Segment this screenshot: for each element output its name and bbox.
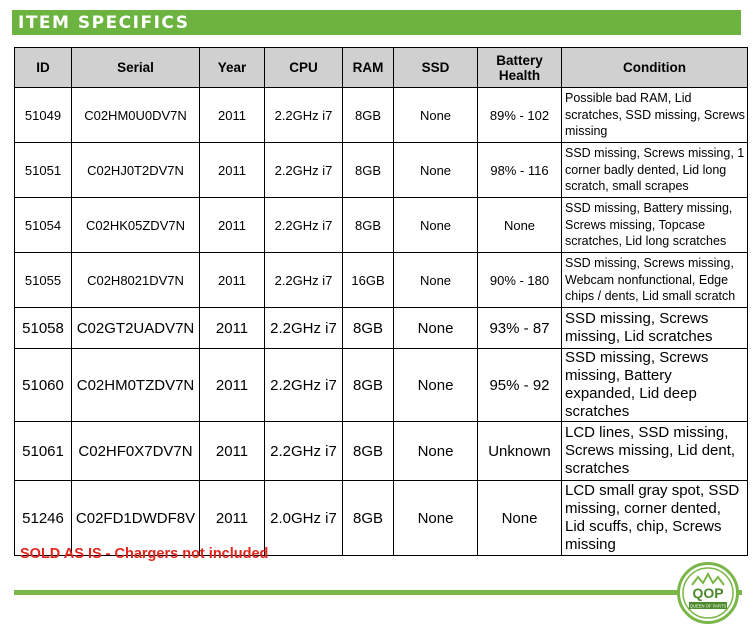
cell-serial: C02HK05ZDV7N [72,198,200,253]
column-header-cpu: CPU [265,48,343,88]
table-row [15,143,748,198]
svg-text:QUEEN OF PARTS: QUEEN OF PARTS [689,603,727,609]
cell-year: 2011 [200,198,265,253]
cell-cpu: 2.2GHz i7 [265,88,343,143]
cell-id: 51055 [15,253,72,308]
section-title: ITEM SPECIFICS [18,13,190,33]
cell-id: 51058 [15,308,72,349]
item-specifics-table [14,47,748,556]
cell-ram: 8GB [343,308,394,349]
cell-serial: C02GT2UADV7N [72,308,200,349]
cell-ssd: None [394,88,478,143]
cell-cpu: 2.2GHz i7 [265,422,343,481]
table-row [15,308,748,349]
cell-serial: C02HM0U0DV7N [72,88,200,143]
cell-condition: SSD missing, Screws missing, Webcam nonfunctional, Edge chips / dents, Lid small scratch [562,253,748,308]
cell-ram: 8GB [343,88,394,143]
cell-year: 2011 [200,308,265,349]
cell-battery-health: 89% - 102 [478,88,562,143]
cell-year: 2011 [200,88,265,143]
cell-serial: C02HJ0T2DV7N [72,143,200,198]
column-header-year: Year [200,48,265,88]
cell-ssd: None [394,143,478,198]
cell-battery-health: 95% - 92 [478,349,562,422]
cell-id: 51061 [15,422,72,481]
sold-as-is-note: SOLD AS IS - Chargers not included [20,546,269,562]
table-row [15,88,748,143]
cell-year: 2011 [200,253,265,308]
table-row [15,349,748,422]
cell-ssd: None [394,349,478,422]
cell-year: 2011 [200,143,265,198]
table-row [15,253,748,308]
cell-ssd: None [394,422,478,481]
cell-ram: 8GB [343,481,394,556]
table-row [15,422,748,481]
cell-condition: SSD missing, Screws missing, 1 corner badly dented, Lid long scratch, small scrapes [562,143,748,198]
cell-ssd: None [394,308,478,349]
cell-ram: 8GB [343,143,394,198]
cell-battery-health: Unknown [478,422,562,481]
queen-of-parts-logo [677,562,739,624]
cell-battery-health: None [478,198,562,253]
column-header-battery-health: Battery Health [478,48,562,88]
cell-condition: SSD missing, Screws missing, Lid scratches [562,308,748,349]
table-header-row [15,48,748,88]
cell-ram: 8GB [343,422,394,481]
footer-divider [14,590,742,595]
cell-serial: C02H8021DV7N [72,253,200,308]
cell-cpu: 2.2GHz i7 [265,308,343,349]
cell-cpu: 2.2GHz i7 [265,198,343,253]
cell-ssd: None [394,253,478,308]
cell-cpu: 2.2GHz i7 [265,253,343,308]
cell-cpu: 2.0GHz i7 [265,481,343,556]
column-header-serial: Serial [72,48,200,88]
cell-battery-health: 90% - 180 [478,253,562,308]
table-row [15,198,748,253]
cell-year: 2011 [200,422,265,481]
table-row [15,481,748,556]
cell-battery-health: 93% - 87 [478,308,562,349]
cell-id: 51246 [15,481,72,556]
column-header-ssd: SSD [394,48,478,88]
cell-serial: C02HF0X7DV7N [72,422,200,481]
svg-text:QOP: QOP [692,585,724,601]
column-header-condition: Condition [562,48,748,88]
cell-ssd: None [394,481,478,556]
cell-ram: 16GB [343,253,394,308]
cell-condition: SSD missing, Battery missing, Screws missing, Topcase scratches, Lid long scratches [562,198,748,253]
cell-year: 2011 [200,349,265,422]
cell-id: 51049 [15,88,72,143]
column-header-id: ID [15,48,72,88]
cell-ram: 8GB [343,198,394,253]
cell-id: 51060 [15,349,72,422]
cell-battery-health: 98% - 116 [478,143,562,198]
cell-condition: SSD missing, Screws missing, Battery expanded, Lid deep scratches [562,349,748,422]
cell-id: 51054 [15,198,72,253]
cell-condition: LCD lines, SSD missing, Screws missing, Lid dent, scratches [562,422,748,481]
cell-year: 2011 [200,481,265,556]
cell-serial: C02FD1DWDF8V [72,481,200,556]
cell-ram: 8GB [343,349,394,422]
cell-battery-health: None [478,481,562,556]
column-header-ram: RAM [343,48,394,88]
cell-condition: Possible bad RAM, Lid scratches, SSD missing, Screws missing [562,88,748,143]
cell-condition: LCD small gray spot, SSD missing, corner dented, Lid scuffs, chip, Screws missing [562,481,748,556]
cell-cpu: 2.2GHz i7 [265,349,343,422]
cell-cpu: 2.2GHz i7 [265,143,343,198]
cell-id: 51051 [15,143,72,198]
cell-serial: C02HM0TZDV7N [72,349,200,422]
cell-ssd: None [394,198,478,253]
